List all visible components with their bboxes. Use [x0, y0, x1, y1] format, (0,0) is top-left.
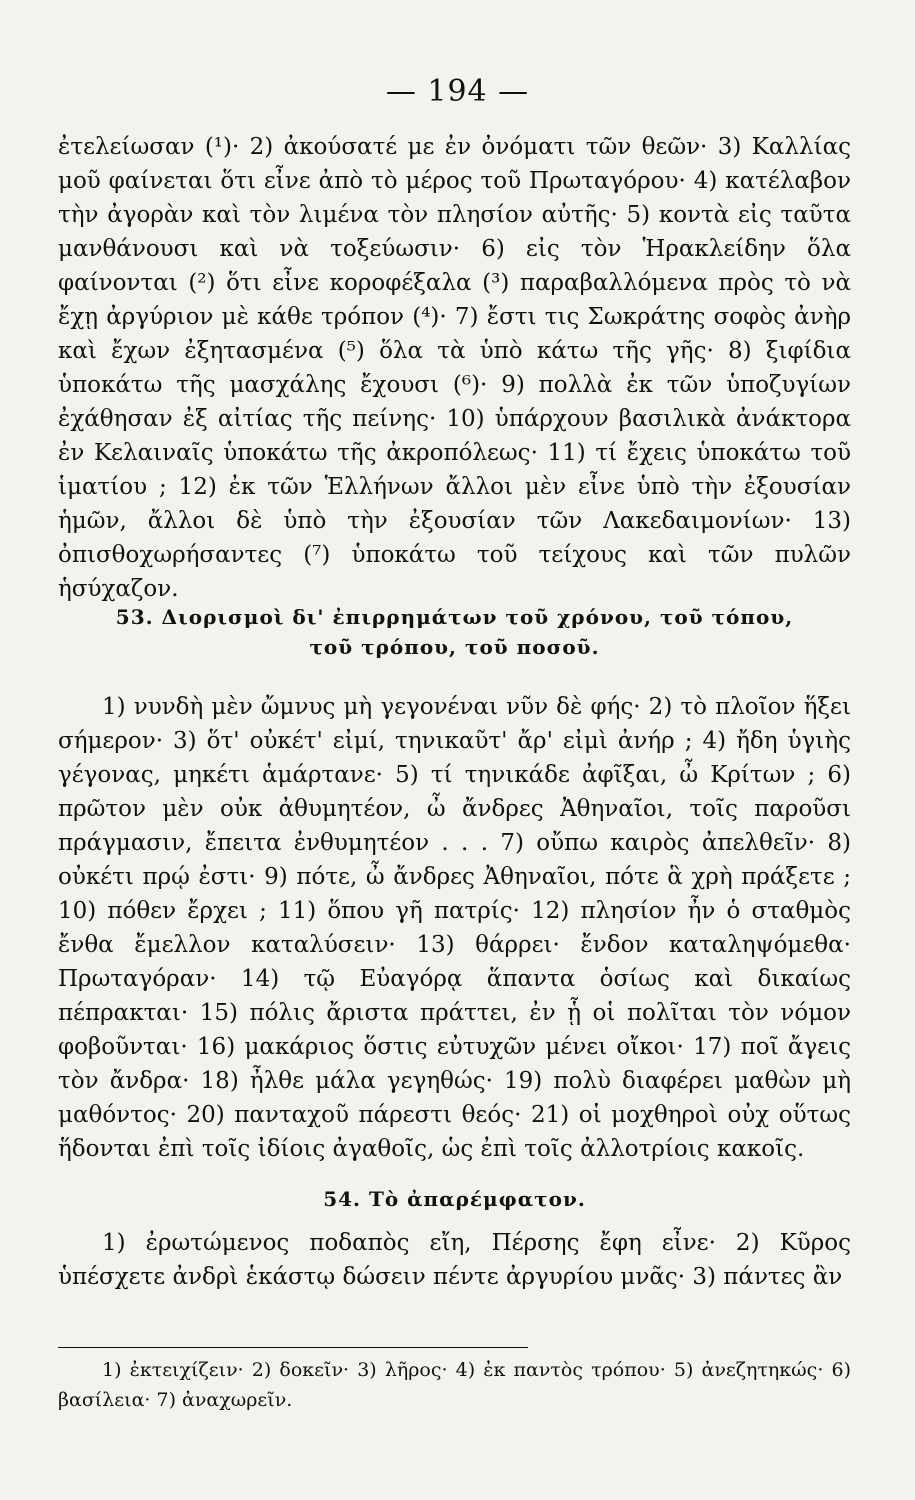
footnotes: 1) ἐκτειχίζειν· 2) δοκεῖν· 3) λῆρος· 4) ἐκ παντὸς τρόπου· 5) ἀνεζητηκώς· 6) βασίλεια· 7) ἀναχωρεῖν. [58, 1359, 851, 1411]
section-53-heading [58, 602, 851, 662]
exercise-text: 1) ἐρωτώμενος ποδαπὸς εἴη, Πέρσης ἔφη εἶνε· 2) Κῦρος ὑπέσχετε ἀνδρὶ ἑκάστῳ δώσειν πέντε ἀργυρίου μνᾶς· 3) πάντες ἂν [58, 1230, 851, 1290]
page-number: — 194 — [385, 74, 530, 109]
section-54-exercises [58, 1226, 851, 1294]
section-53-exercises [58, 690, 851, 1166]
exercise-text: ἐτελείωσαν (¹)· 2) ἀκούσατέ με ἐν ὀνόματι τῶν θεῶν· 3) Καλλίας μοῦ φαίνεται ὅτι εἶνε ἀπὸ τὸ μέρος τοῦ Πρωταγόρου· 4) κατέλαβον τὴν ἀγορὰν καὶ τὸν λιμένα τὸν πλησίον αὐτῆς· 5) κοντὰ εἰς ταῦτα μανθάνουσι καὶ νὰ τοξεύωσιν· 6) εἰς τὸν Ἡρακλείδην ὅλα φαίνονται (²) ὅτι εἶνε κοροφέξαλα (³) παραβαλλόμενα πρὸς τὸ νὰ ἔχῃ ἀργύριον μὲ κάθε τρόπον (⁴)· 7) ἔστι τις Σωκράτης σοφὸς ἀνὴρ καὶ ἔχων ἐξητασμένα (⁵) ὅλα τὰ ὑπὸ κάτω τῆς γῆς· 8) ξιφίδια ὑποκάτω τῆς μασχάλης ἔχουσι (⁶)· 9) πολλὰ ἐκ τῶν ὑποζυγίων ἐχάθησαν ἐξ αἰτίας τῆς πείνης· 10) ὑπάρχουν βασιλικὰ ἀνάκτορα ἐν Κελαιναῖς ὑποκάτω τῆς ἀκροπόλεως· 11) τί ἔχεις ὑποκάτω τοῦ ἱματίου ; 12) ἐκ τῶν Ἑλλήνων ἄλλοι μὲν εἶνε ὑπὸ τὴν ἐξουσίαν ἡμῶν, ἄλλοι δὲ ὑπὸ τὴν ἐξουσίαν τῶν Λακεδαιμονίων· 13) ὀπισθοχωρήσαντες (⁷) ὑποκάτω τοῦ τείχους καὶ τῶν πυλῶν ἡσύχαζον. [58, 134, 851, 602]
section-53-title-line1: 53. Διορισμοὶ δι' ἐπιρρημάτων τοῦ χρόνου, τοῦ τόπου, [115, 605, 794, 629]
exercise-52-continuation [58, 130, 851, 606]
exercise-text: 1) νυνδὴ μὲν ὤμνυς μὴ γεγονέναι νῦν δὲ φής· 2) τὸ πλοῖον ἥξει σήμερον· 3) ὅτ' οὐκέτ' εἰμί, τηνικαῦτ' ἄρ' εἰμὶ ἀνήρ ; 4) ἤδη ὑγιὴς γέγονας, μηκέτι ἁμάρτανε· 5) τί τηνικάδε ἀφῖξαι, ὦ Κρίτων ; 6) πρῶτον μὲν οὐκ ἀθυμητέον, ὦ ἄνδρες Ἀθηναῖοι, τοῖς παροῦσι πράγμασιν, ἔπειτα ἐνθυμητέον . . . 7) οὔπω καιρὸς ἀπελθεῖν· 8) οὐκέτι πρῴ ἐστι· 9) πότε, ὦ ἄνδρες Ἀθηναῖοι, πότε ἃ χρὴ πράξετε ; 10) πόθεν ἔρχει ; 11) ὅπου γῆ πατρίς· 12) πλησίον ἦν ὁ σταθμὸς ἔνθα ἔμελλον καταλύσειν· 13) θάρρει· ἔνδον καταληψόμεθα· Πρωταγόραν· 14) τῷ Εὐαγόρᾳ ἅπαντα ὁσίως καὶ δικαίως πέπρακται· 15) πόλις ἄριστα πράττει, ἐν ᾗ οἱ πολῖται τὸν νόμον φοβοῦνται· 16) μακάριος ὅστις εὐτυχῶν μένει οἴκοι· 17) ποῖ ἄγεις τὸν ἄνδρα· 18) ἦλθε μάλα γεγηθώς· 19) πολὺ διαφέρει μαθὼν μὴ μαθόντος· 20) πανταχοῦ πάρεστι θεός· 21) οἱ μοχθηροὶ οὐχ οὕτως ἥδονται ἐπὶ τοῖς ἰδίοις ἀγαθοῖς, ὡς ἐπὶ τοῖς ἀλλοτρίοις κακοῖς. [58, 694, 851, 1162]
section-53-title-line2: τοῦ τρόπου, τοῦ ποσοῦ. [309, 635, 600, 659]
section-54-heading: 54. Τὸ ἀπαρέμφατον. [323, 1187, 586, 1211]
footnote-divider [58, 1347, 528, 1348]
